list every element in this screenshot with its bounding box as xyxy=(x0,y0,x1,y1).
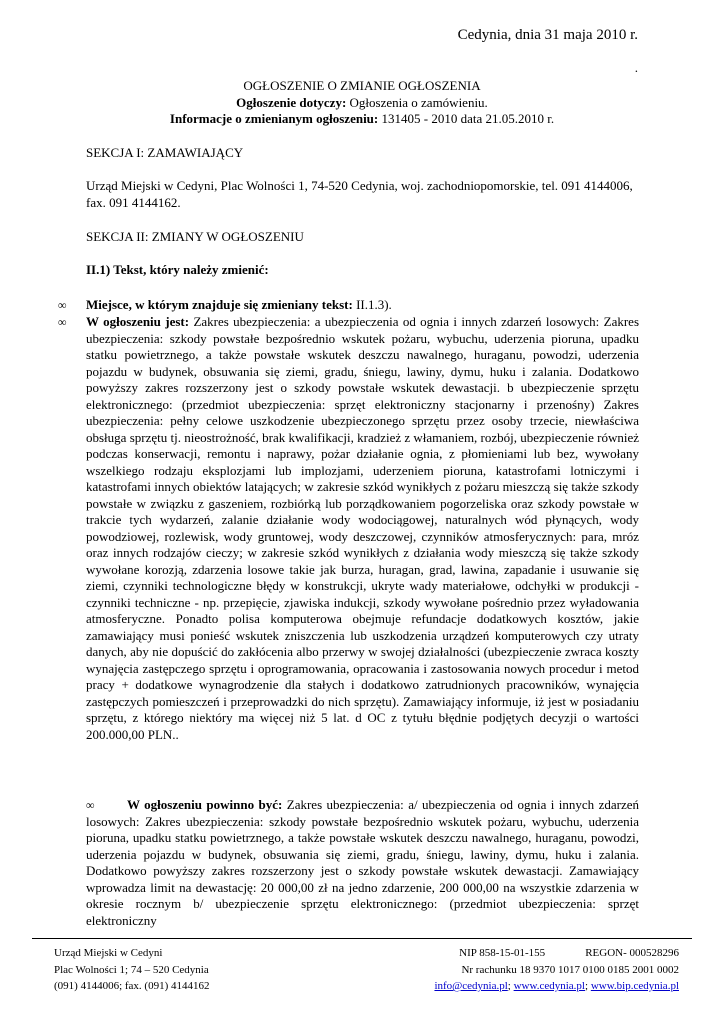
footer-separator: ; xyxy=(585,980,591,992)
current-text-label: W ogłoszeniu jest: xyxy=(86,314,190,329)
footer-org-name: Urząd Miejski w Cedyni xyxy=(54,947,163,959)
changed-text-location xyxy=(86,297,639,314)
section2-heading: SEKCJA II: ZMIANY W OGŁOSZENIU xyxy=(86,229,304,244)
footer-ids xyxy=(459,945,679,962)
corrected-text-body: Zakres ubezpieczenia: a/ ubezpieczenia od ognia i innych zdarzeń losowych: Zakres ubezpieczenia: szkody powstałe bezpośrednio wskutek pożaru, wybuchu, uderzenia pioruna, upadku statku powietrznego, a także powstałe wskutek deszczu nawalnego, huraganu, powodzi, uderzenia pojazdu w budynek, obsuwania się ziemi, gradu, śniegu, lawiny, dymu, huku i zalania. Dodatkowo powyższy zakres rozszerzony jest o szkody powstałe wskutek dewastacji. Zamawiający wprowadza limit na dewastację: 20 000,00 zł na jedno zdarzenie, 200 000,00 na wszystkie zdarzenia w okresie rocznym b/ ubezpieczenie sprzętu elektronicznego: (przedmiot ubezpieczenia: sprzęt elektroniczny xyxy=(86,797,640,928)
changed-notice-info-value: 131405 - 2010 data 21.05.2010 r. xyxy=(381,111,555,126)
footer-separator: ; xyxy=(507,980,514,992)
current-text-paragraph xyxy=(86,314,639,743)
section1-heading: SEKCJA I: ZAMAWIAJĄCY xyxy=(86,145,244,160)
bullet-icon: ∞ xyxy=(86,798,95,812)
document-title: OGŁOSZENIE O ZMIANIE OGŁOSZENIA xyxy=(243,78,481,93)
changed-text-location-label: Miejsce, w którym znajduje się zmieniany tekst: xyxy=(86,297,353,312)
notice-concerns-value: Ogłoszenia o zamówieniu. xyxy=(349,94,488,110)
footer-nip: NIP 858-15-01-155 xyxy=(459,947,546,959)
changed-notice-info-label: Informacje o zmienianym ogłoszeniu: xyxy=(169,111,379,126)
stray-dot: . xyxy=(634,60,638,75)
footer-street: Plac Wolności 1; 74 – 520 Cedynia xyxy=(54,963,209,976)
corrected-text-label: W ogłoszeniu powinno być: xyxy=(127,797,283,812)
footer-bip-link[interactable]: www.bip.cedynia.pl xyxy=(590,980,679,992)
bullet-icon: ∞ xyxy=(58,315,67,329)
notice-concerns-label: Ogłoszenie dotyczy: xyxy=(236,94,347,110)
footer-bank-account: Nr rachunku 18 9370 1017 0100 0185 2001 0002 xyxy=(461,963,679,976)
corrected-text-paragraph xyxy=(86,797,639,929)
changed-notice-info xyxy=(0,111,724,128)
notice-concerns xyxy=(0,95,724,112)
changed-text-location-value: II.1.3). xyxy=(356,297,392,312)
place-date: Cedynia, dnia 31 maja 2010 r. xyxy=(457,27,638,43)
footer-email-link[interactable]: info@cedynia.pl xyxy=(434,980,508,992)
footer-www-link[interactable]: www.cedynia.pl xyxy=(513,980,585,992)
contracting-authority-address: Urząd Miejski w Cedyni, Plac Wolności 1, 74-520 Cedynia, woj. zachodniopomorskie, tel. 091 4144006, fax. 091 4144162. xyxy=(86,178,633,210)
bullet-icon: ∞ xyxy=(58,298,67,312)
section2-subheading: II.1) Tekst, który należy zmienić: xyxy=(86,262,269,277)
footer-links xyxy=(434,978,679,995)
footer-phone: (091) 4144006; fax. (091) 4144162 xyxy=(54,980,210,992)
footer-regon: REGON- 000528296 xyxy=(585,947,679,959)
footer-divider xyxy=(32,938,692,939)
current-text-body: Zakres ubezpieczenia: a ubezpieczenia od ognia i innych zdarzeń losowych: Zakres ubezpieczenia: szkody powstałe bezpośrednio wskutek pożaru, wybuchu, uderzenia pioruna, upadku statku powietrznego, a także powstałe wskutek deszczu nawalnego, huraganu, powodzi, uderzenia pojazdu w budynek, obsuwania się ziemi, gradu, śniegu, lawiny, dymu, huku i zalania. Dodatkowo powyższy zakres rozszerzony jest o szkody powstałe wskutek dewastacji. b ubezpieczenie sprzętu elektronicznego: (przedmiot ubezpieczenia: sprzęt elektroniczny stacjonarny i przenośny) Zakres ubezpieczenia: pełny celowe uszkodzenie ubezpieczonego sprzętu przez osoby trzecie, niewłaściwa obsługa sprzętu tj. nieostrożność, brak kwalifikacji, kradzież z włamaniem, rozbój, ubezpieczenie również podczas konserwacji, remontu i naprawy, pożar działanie ognia, z płomieniami lub bez, wywołany wszelkiego rodzaju eksplozjami lub implozjami, uderzeniem pioruna, katastrofami lotniczymi i katastrofami innych obiektów latających; w zakresie szkód wynikłych z pożaru mieszczą się także szkody powstałe w związku z gaszeniem, rozbiórką lub porządkowaniem pogorzeliska oraz szkody powstałe w trakcie tych wydarzeń, zalanie działanie wody wodociągowej, naturalnych wód płynących, wody powodziowej, rozlewisk, wody gruntowej, wody deszczowej, czynników atmosferycznych: para, mróz oraz innych rodzajów cieczy; w zakresie szkód wynikłych z działania wody mieszczą się także szkody wywołane korozją, zdarzenia losowe takie jak burza, huragan, grad, lawina, zapadanie i usuwanie się ziemi, czynniki technologiczne błędy w konstrukcji, ukryte wady materiałowe, odchyłki w produkcji -czynniki techniczne - np. przepięcie, zjawiska indukcji, szkody wywołane pośrednio przez wyładowania atmosferyczne. Ponadto polisa komputerowa obejmuje refundacje dodatkowych kosztów, jakie zamawiający musi ponieść wskutek zniszczenia lub uszkodzenia urządzeń komputerowych czy utraty danych, aby nie dopuścić do zakłócenia albo przerwy w swojej działalności (ubezpieczenie zwraca koszty wynajęcia zastępczego sprzętu i oprogramowania, opracowania i zastosowania nowych procedur i metod pracy + dodatkowe wynagrodzenie dla stałych i dodatkowo zatrudnionych pracowników, wynajęcia zastępczych pomieszczeń i przeprowadzki do nich sprzętu). Zamawiający informuje, iż jest w posiadaniu sprzętu, z którego niektóry ma więcej niż 5 lat. d OC z tytułu błędnie podjętych decyzji o wartości 200.000,00 PLN.. xyxy=(86,314,640,742)
